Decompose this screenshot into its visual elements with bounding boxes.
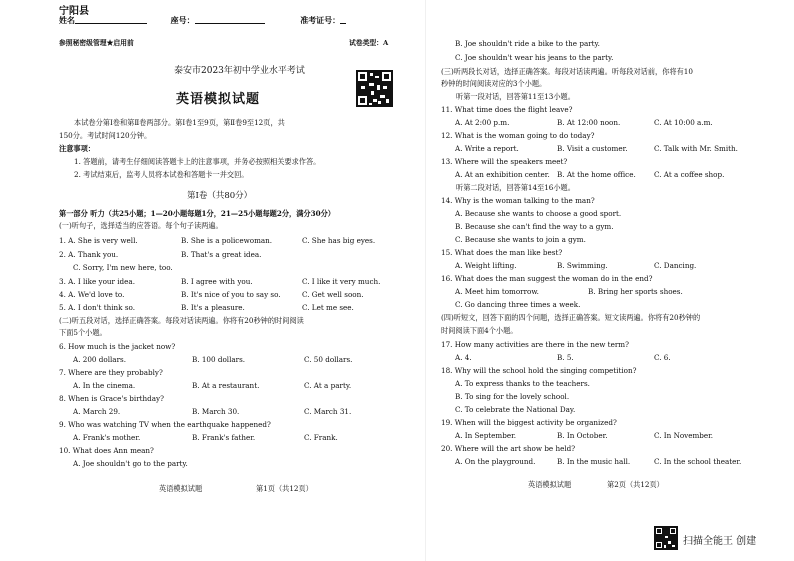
q8-b: B. March 30. — [192, 407, 240, 416]
q11-b: B. At 12:00 noon. — [557, 118, 621, 127]
q17-a: A. 4. — [455, 353, 472, 362]
q7-stem: 7. Where are they probably? — [59, 368, 163, 377]
qr-code-icon — [356, 70, 393, 107]
q20-c: C. In the school theater. — [654, 457, 742, 466]
q18-c: C. To celebrate the National Day. — [455, 405, 576, 414]
footer-right-page: 第2页（共12页） — [607, 480, 664, 489]
section3-instr-1: (三)听两段长对话，选择正确答案。每段对话读两遍。听每段对话前，你将有10 — [441, 67, 693, 76]
q7-b: B. At a restaurant. — [192, 381, 260, 390]
q18-b: B. To sing for the lovely school. — [455, 392, 570, 401]
conv1-instr: 听第一段对话，回答第11至13小题。 — [456, 92, 575, 101]
ticket-label: 准考证号： — [300, 15, 341, 25]
note-2: 2. 考试结束后，监考人员将本试卷和答题卡一并交回。 — [74, 170, 249, 179]
q11-a: A. At 2:00 p.m. — [455, 118, 510, 127]
q1-b: B. She is a policewoman. — [181, 236, 273, 245]
q18-stem: 18. Why will the school hold the singing competition? — [441, 366, 637, 375]
q13-c: C. At a coffee shop. — [654, 170, 725, 179]
q11-c: C. At 10:00 a.m. — [654, 118, 713, 127]
q6-a: A. 200 dollars. — [73, 355, 126, 364]
q2-a: 2. A. Thank you. — [59, 250, 119, 259]
q12-c: C. Talk with Mr. Smith. — [654, 144, 738, 153]
footer-left-page: 第1页（共12页） — [256, 484, 313, 493]
q8-c: C. March 31. — [304, 407, 352, 416]
q19-b: B. In October. — [557, 431, 608, 440]
q15-b: B. Swimming. — [557, 261, 608, 270]
q14-b: B. Because she can't find the way to a gym. — [455, 222, 614, 231]
q19-c: C. In November. — [654, 431, 714, 440]
q8-a: A. March 29. — [73, 407, 121, 416]
q9-c: C. Frank. — [304, 433, 338, 442]
section2-instr-2: 下面5个小题。 — [59, 328, 107, 337]
q13-b: B. At the home office. — [557, 170, 636, 179]
q18-a: A. To express thanks to the teachers. — [455, 379, 590, 388]
part1-title: 第一部分 听力（共25小题；1—20小题每题1分，21—25小题每题2分，满分30分） — [59, 209, 335, 218]
q1-c: C. She has big eyes. — [302, 236, 376, 245]
q4-a: 4. A. We'd love to. — [59, 290, 125, 299]
q14-stem: 14. Why is the woman talking to the man? — [441, 196, 595, 205]
footer-left-subject: 英语模拟试题 — [159, 484, 203, 493]
q5-c: C. Let me see. — [302, 303, 354, 312]
q9-b: B. Frank's father. — [192, 433, 256, 442]
q15-stem: 15. What does the man like best? — [441, 248, 563, 257]
q14-c: C. Because she wants to join a gym. — [455, 235, 586, 244]
section4-instr-2: 时间阅读下面4个小题。 — [441, 326, 518, 335]
q12-b: B. Visit a customer. — [557, 144, 628, 153]
q3-c: C. I like it very much. — [302, 277, 381, 286]
paper-type: 试卷类型：A — [349, 39, 389, 47]
page-fold — [425, 0, 426, 561]
q4-b: B. It's nice of you to say so. — [181, 290, 281, 299]
q16-c: C. Go dancing three times a week. — [455, 300, 581, 309]
q10-b: B. Joe shouldn't ride a bike to the party. — [455, 39, 600, 48]
notes-title: 注意事项： — [59, 144, 95, 153]
seat-label: 座号： — [170, 15, 195, 25]
q17-stem: 17. How many activities are there in the new term? — [441, 340, 629, 349]
q9-a: A. Frank's mother. — [73, 433, 141, 442]
q6-b: B. 100 dollars. — [192, 355, 246, 364]
exam-title: 泰安市2023年初中学业水平考试 — [174, 66, 305, 76]
section3-instr-2: 秒钟的时间阅读对应的3个小题。 — [441, 79, 547, 88]
q7-a: A. In the cinema. — [73, 381, 136, 390]
q8-stem: 8. When is Grace's birthday? — [59, 394, 164, 403]
q17-b: B. 5. — [557, 353, 574, 362]
q12-a: A. Write a report. — [455, 144, 519, 153]
watermark-qr-icon — [654, 526, 678, 550]
q12-stem: 12. What is the woman going to do today? — [441, 131, 595, 140]
q20-b: B. In the music hall. — [557, 457, 631, 466]
q3-b: B. I agree with you. — [181, 277, 253, 286]
secret-label: 参照秘密级管理★启用前 — [59, 39, 134, 47]
q13-a: A. At an exhibition center. — [455, 170, 550, 179]
intro-line2: 150分。考试时间120分钟。 — [59, 131, 152, 140]
q1-a: 1. A. She is very well. — [59, 236, 138, 245]
q16-b: B. Bring her sports shoes. — [588, 287, 683, 296]
volume-title: 第Ⅰ卷（共80分） — [187, 191, 253, 201]
note-1: 1. 答题前，请考生仔细阅读答题卡上的注意事项，并务必按照相关要求作答。 — [74, 157, 321, 166]
q14-a: A. Because she wants to choose a good sport. — [455, 209, 622, 218]
q7-c: C. At a party. — [304, 381, 352, 390]
q3-a: 3. A. I like your idea. — [59, 277, 135, 286]
subject-title: 英语模拟试题 — [176, 92, 261, 107]
section4-instr-1: (四)听短文，回答下面的四个问题，选择正确答案。短文读两遍。你将有20秒钟的 — [441, 313, 701, 322]
seat-blank[interactable] — [195, 23, 265, 24]
q5-b: B. It's a pleasure. — [181, 303, 245, 312]
q16-stem: 16. What does the man suggest the woman do in the end? — [441, 274, 653, 283]
q15-a: A. Weight lifting. — [455, 261, 517, 270]
footer-right-subject: 英语模拟试题 — [528, 480, 572, 489]
q17-c: C. 6. — [654, 353, 671, 362]
county-label: 宁阳县 — [59, 6, 89, 17]
watermark-text: 扫描全能王 创建 — [683, 536, 757, 547]
q13-stem: 13. Where will the speakers meet? — [441, 157, 568, 166]
q2-b: B. That's a great idea. — [181, 250, 262, 259]
q10-c: C. Joe shouldn't wear his jeans to the party. — [455, 53, 614, 62]
q6-c: C. 50 dollars. — [304, 355, 353, 364]
q19-a: A. In September. — [455, 431, 517, 440]
q10-a: A. Joe shouldn't go to the party. — [73, 459, 188, 468]
name-label: 姓名 — [59, 15, 75, 25]
intro-line1: 本试卷分第Ⅰ卷和第Ⅱ卷两部分。第Ⅰ卷1至9页，第Ⅱ卷9至12页，共 — [74, 118, 285, 127]
conv2-instr: 听第二段对话，回答第14至16小题。 — [456, 183, 575, 192]
q16-a: A. Meet him tomorrow. — [455, 287, 539, 296]
q10-stem: 10. What does Ann mean? — [59, 446, 154, 455]
ticket-blank[interactable] — [340, 23, 346, 24]
q2-c: C. Sorry, I'm new here, too. — [73, 263, 173, 272]
q20-stem: 20. Where will the art show be held? — [441, 444, 576, 453]
q6-stem: 6. How much is the jacket now? — [59, 342, 176, 351]
name-blank[interactable] — [75, 23, 147, 24]
q20-a: A. On the playground. — [455, 457, 536, 466]
section2-instr-1: (二)听五段对话，选择正确答案。每段对话读两遍。你将有20秒钟的时间阅读 — [59, 316, 304, 325]
q4-c: C. Get well soon. — [302, 290, 364, 299]
q5-a: 5. A. I don't think so. — [59, 303, 135, 312]
q19-stem: 19. When will the biggest activity be organized? — [441, 418, 617, 427]
q15-c: C. Dancing. — [654, 261, 697, 270]
q11-stem: 11. What time does the flight leave? — [441, 105, 573, 114]
q9-stem: 9. Who was watching TV when the earthquake happened? — [59, 420, 271, 429]
section1-instr: (一)听句子，选择适当的应答语。每个句子读两遍。 — [59, 221, 223, 230]
student-info-row — [59, 16, 346, 24]
